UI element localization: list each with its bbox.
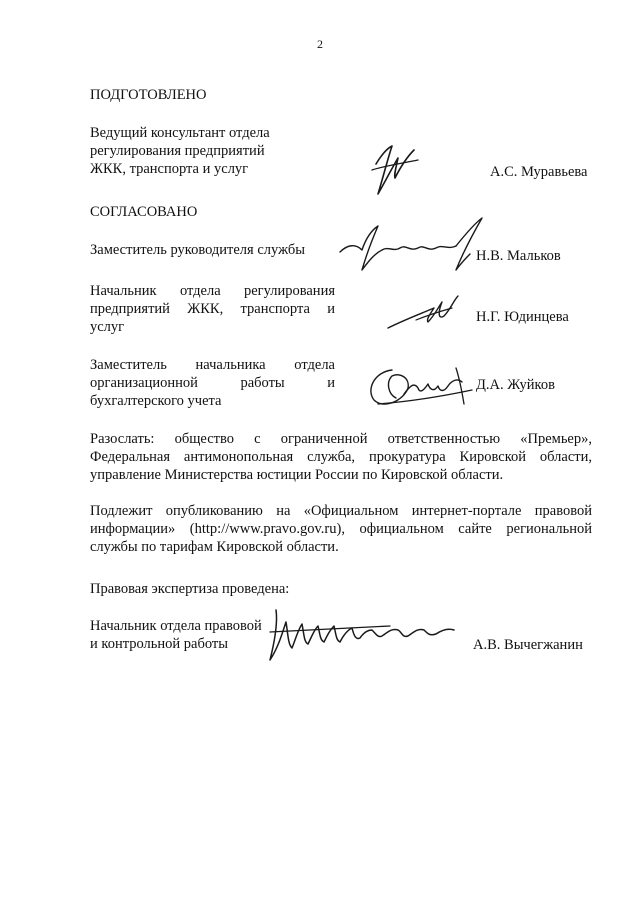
signer-name-1: Н.В. Мальков — [476, 248, 561, 264]
signer-position-line: Начальник отдела регулирования — [90, 283, 335, 299]
signer-position-line: организационной работы и — [90, 375, 335, 391]
legal-review-position-line: и контрольной работы — [90, 636, 228, 652]
page-number: 2 — [317, 37, 323, 51]
publication-paragraph: Подлежит опубликованию на «Официальном интернет-портале правовой информации» (http://www.pravo.gov.ru), официальном сайте региональной службы по тарифам Кировской области. — [90, 503, 592, 555]
signature-malkov — [338, 214, 488, 276]
signature-yudintseva — [386, 290, 466, 335]
prepared-heading: ПОДГОТОВЛЕНО — [90, 87, 207, 103]
distribution-paragraph: Разослать: общество с ограниченной ответственностью «Премьер», Федеральная антимонопольная служба, прокуратура Кировской области, управление Министерства юстиции России по Кировской области. — [90, 431, 592, 483]
signature-zhuykov — [364, 360, 488, 412]
signer-position-line: предприятий ЖКК, транспорта и — [90, 301, 335, 317]
signer-position-line: Заместитель руководителя службы — [90, 242, 306, 258]
prepared-position-line: Ведущий консультант отдела — [90, 125, 270, 141]
prepared-position-line: регулирования предприятий — [90, 143, 265, 159]
signature-vychegzhanin — [266, 604, 462, 664]
agreed-heading: СОГЛАСОВАНО — [90, 204, 198, 220]
legal-review-position-line: Начальник отдела правовой — [90, 618, 262, 634]
signer-position-2 — [90, 282, 335, 336]
signer-position-3 — [90, 356, 335, 410]
signer-position-line: Заместитель начальника отдела — [90, 357, 335, 373]
legal-review-name: А.В. Вычегжанин — [473, 637, 583, 653]
signer-position-line: бухгалтерского учета — [90, 393, 222, 409]
signature-muraveva — [368, 140, 428, 200]
signer-name-3: Д.А. Жуйков — [476, 377, 555, 393]
prepared-name: А.С. Муравьева — [490, 164, 588, 180]
prepared-position — [90, 124, 335, 178]
signer-name-2: Н.Г. Юдинцева — [476, 309, 569, 325]
signer-position-1 — [90, 241, 350, 259]
legal-review-heading: Правовая экспертиза проведена: — [90, 581, 290, 597]
prepared-position-line: ЖКК, транспорта и услуг — [90, 161, 249, 177]
signer-position-line: услуг — [90, 319, 125, 335]
